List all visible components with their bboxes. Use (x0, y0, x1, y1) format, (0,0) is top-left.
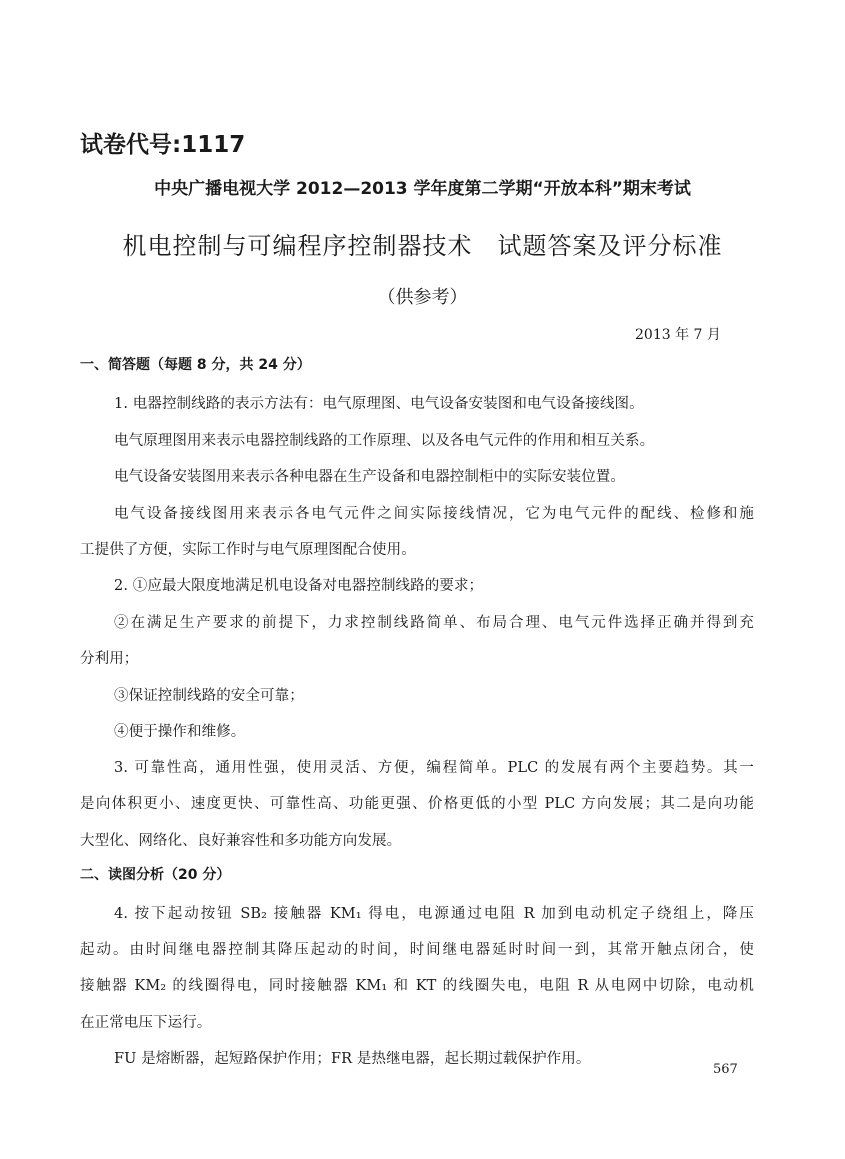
answer-line: 3. 可靠性高，通用性强，使用灵活、方便，编程简单。PLC 的发展有两个主要趋势。其一 (114, 760, 754, 776)
answer-line: 是向体积更小、速度更快、可靠性高、功能更强、价格更低的小型 PLC 方向发展；其二是向功能 (80, 796, 754, 812)
answer-line: 2. ①应最大限度地满足机电设备对电器控制线路的要求； (114, 578, 484, 594)
document-subtitle: （供参考） (377, 287, 468, 308)
university-exam-line: 中央广播电视大学 2012—2013 学年度第二学期“开放本科”期末考试 (154, 179, 691, 199)
page-number: 567 (713, 1062, 738, 1077)
answer-line: 电气设备安装图用来表示各种电器在生产设备和电器控制柜中的实际安装位置。 (114, 469, 625, 485)
answer-line: ④便于操作和维修。 (114, 724, 246, 740)
answer-line: 在正常电压下运行。 (80, 1015, 212, 1031)
answer-line: 起动。由时间继电器控制其降压起动的时间，时间继电器延时时间一到，其常开触点闭合，使 (80, 942, 754, 958)
answer-line: 4. 按下起动按钮 SB₂ 接触器 KM₁ 得电，电源通过电阻 R 加到电动机定子绕组上，降压 (114, 906, 754, 922)
answer-line: 大型化、网络化、良好兼容性和多功能方向发展。 (80, 833, 402, 849)
section-heading-short-answer: 一、简答题（每题 8 分，共 24 分） (80, 357, 311, 373)
answer-line: 电气设备接线图用来表示各电气元件之间实际接线情况，它为电气元件的配线、检修和施 (114, 506, 754, 522)
answer-line: ③保证控制线路的安全可靠； (114, 688, 304, 704)
answer-line: 电气原理图用来表示电器控制线路的工作原理、以及各电气元件的作用和相互关系。 (114, 433, 655, 449)
document-title: 机电控制与可编程序控制器技术 试题答案及评分标准 (122, 232, 723, 260)
answer-line: ②在满足生产要求的前提下，力求控制线路简单、布局合理、电气元件选择正确并得到充 (114, 615, 754, 631)
section-heading-diagram-analysis: 二、读图分析（20 分） (80, 867, 231, 883)
answer-line: 工提供了方便，实际工作时与电气原理图配合使用。 (80, 542, 416, 558)
answer-line: 接触器 KM₂ 的线圈得电，同时接触器 KM₁ 和 KT 的线圈失电，电阻 R 从电网中切除，电动机 (80, 978, 754, 994)
document-date: 2013 年 7 月 (635, 327, 721, 343)
paper-code: 试卷代号:1117 (80, 132, 246, 158)
answer-line: 分利用； (80, 651, 139, 667)
answer-line: 1. 电器控制线路的表示方法有：电气原理图、电气设备安装图和电气设备接线图。 (114, 396, 644, 412)
answer-line: FU 是熔断器，起短路保护作用；FR 是热继电器，起长期过载保护作用。 (114, 1051, 591, 1067)
